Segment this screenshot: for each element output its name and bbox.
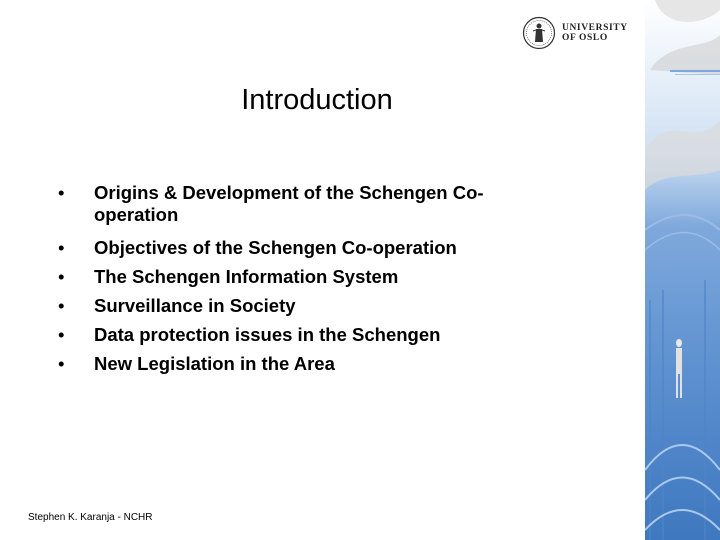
university-logo [518, 14, 638, 54]
bullet-item [58, 262, 538, 291]
decorative-sculpture-strip [645, 0, 720, 540]
bullet-item [58, 291, 538, 320]
bullet-glyph: • [58, 353, 65, 374]
bullet-text: New Legislation in the Area [94, 353, 335, 374]
bullet-text: Objectives of the Schengen Co-operation [94, 237, 457, 258]
bullet-text: Origins & Development of the Schengen Co-operation [94, 182, 484, 225]
bullet-text: Surveillance in Society [94, 295, 296, 316]
bullet-item [58, 349, 538, 378]
logo-line-1: UNIVERSITY [562, 23, 628, 33]
slide-title: Introduction [241, 84, 393, 116]
bullet-list [58, 182, 538, 378]
bullet-glyph: • [58, 324, 65, 345]
slide-footer: Stephen K. Karanja - NCHR [28, 512, 153, 523]
bullet-glyph: • [58, 237, 65, 258]
bullet-glyph: • [58, 295, 65, 316]
bullet-item [58, 233, 538, 262]
university-wordmark [562, 23, 628, 43]
bullet-glyph: • [58, 182, 65, 203]
bullet-glyph: • [58, 266, 65, 287]
university-seal-icon [522, 16, 556, 50]
logo-line-2: OF OSLO [562, 33, 608, 43]
decorative-image [645, 0, 720, 540]
bullet-text: Data protection issues in the Schengen [94, 324, 441, 345]
bullet-text: The Schengen Information System [94, 266, 399, 287]
bullet-item [58, 182, 538, 233]
bullet-item [58, 320, 538, 349]
